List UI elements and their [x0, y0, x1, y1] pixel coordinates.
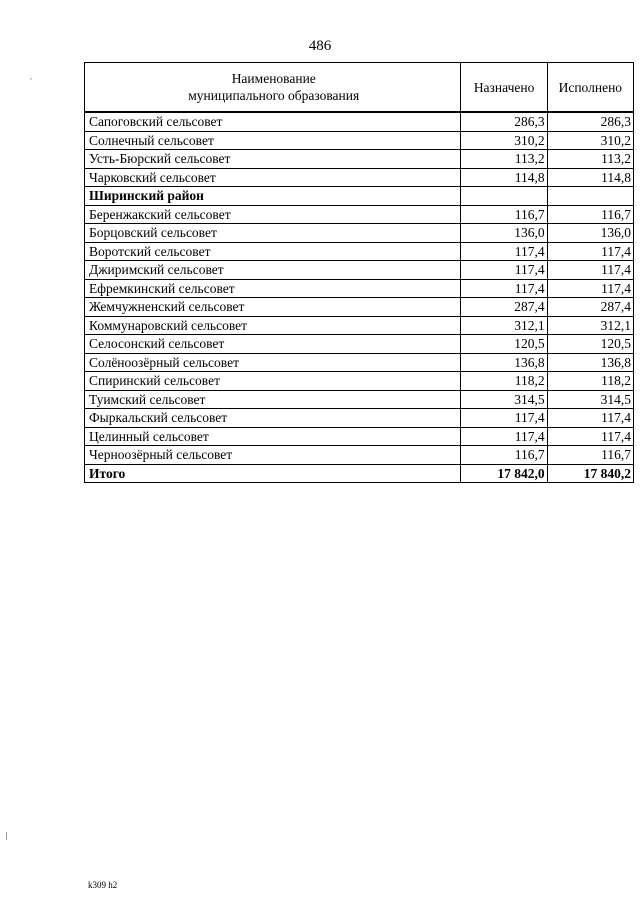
table-row: [85, 168, 634, 187]
margin-tick: [6, 832, 7, 840]
cell-executed: [547, 187, 633, 206]
cell-name: Борцовский сельсовет: [85, 224, 461, 243]
cell-assigned: 287,4: [461, 298, 547, 317]
table-row: [85, 335, 634, 354]
cell-name: Коммунаровский сельсовет: [85, 316, 461, 335]
footer-code: k309 h2: [88, 880, 118, 890]
cell-name: Ширинский район: [85, 187, 461, 206]
cell-executed: 117,4: [547, 279, 633, 298]
table-row: [85, 316, 634, 335]
cell-executed: 116,7: [547, 446, 633, 465]
header-executed: Исполнено: [547, 63, 633, 113]
cell-name: Воротский сельсовет: [85, 242, 461, 261]
table-row: [85, 409, 634, 428]
table-row: [85, 205, 634, 224]
cell-assigned: 310,2: [461, 131, 547, 150]
total-assigned: 17 842,0: [461, 464, 547, 483]
cell-name: Целинный сельсовет: [85, 427, 461, 446]
cell-assigned: 116,7: [461, 205, 547, 224]
cell-executed: 120,5: [547, 335, 633, 354]
cell-assigned: 120,5: [461, 335, 547, 354]
table-row: [85, 390, 634, 409]
header-assigned: Назначено: [461, 63, 547, 113]
header-name-line2: муниципального образования: [188, 88, 360, 103]
cell-executed: 117,4: [547, 261, 633, 280]
cell-name: Спиринский сельсовет: [85, 372, 461, 391]
cell-executed: 117,4: [547, 242, 633, 261]
cell-executed: 116,7: [547, 205, 633, 224]
cell-assigned: [461, 187, 547, 206]
table-row: [85, 427, 634, 446]
cell-assigned: 314,5: [461, 390, 547, 409]
table-row: [85, 242, 634, 261]
cell-assigned: 117,4: [461, 409, 547, 428]
cell-executed: 136,8: [547, 353, 633, 372]
table-section-row: [85, 187, 634, 206]
cell-name: Беренжакский сельсовет: [85, 205, 461, 224]
header-name-line1: Наименование: [231, 71, 316, 86]
cell-assigned: 117,4: [461, 261, 547, 280]
page-number: 486: [308, 38, 332, 54]
table-row: [85, 112, 634, 131]
cell-assigned: 136,0: [461, 224, 547, 243]
table-row: [85, 150, 634, 169]
table-row: [85, 131, 634, 150]
cell-executed: 113,2: [547, 150, 633, 169]
total-executed: 17 840,2: [547, 464, 633, 483]
cell-name: Солёноозёрный сельсовет: [85, 353, 461, 372]
cell-executed: 314,5: [547, 390, 633, 409]
cell-name: Сапоговский сельсовет: [85, 112, 461, 131]
budget-table: [84, 62, 634, 483]
cell-executed: 312,1: [547, 316, 633, 335]
cell-name: Усть-Бюрский сельсовет: [85, 150, 461, 169]
table-header-row: [85, 63, 634, 113]
table-row: [85, 298, 634, 317]
margin-mark: ,: [30, 72, 32, 81]
cell-assigned: 117,4: [461, 242, 547, 261]
table-row: [85, 372, 634, 391]
cell-name: Селосонский сельсовет: [85, 335, 461, 354]
cell-name: Жемчужненский сельсовет: [85, 298, 461, 317]
table-row: [85, 224, 634, 243]
table-row: [85, 446, 634, 465]
cell-name: Джиримский сельсовет: [85, 261, 461, 280]
cell-name: Ефремкинский сельсовет: [85, 279, 461, 298]
cell-assigned: 117,4: [461, 279, 547, 298]
table-total-row: [85, 464, 634, 483]
cell-name: Туимский сельсовет: [85, 390, 461, 409]
cell-assigned: 136,8: [461, 353, 547, 372]
cell-assigned: 116,7: [461, 446, 547, 465]
cell-executed: 310,2: [547, 131, 633, 150]
cell-assigned: 286,3: [461, 112, 547, 131]
table-body: [85, 112, 634, 464]
cell-executed: 117,4: [547, 427, 633, 446]
cell-executed: 136,0: [547, 224, 633, 243]
cell-assigned: 114,8: [461, 168, 547, 187]
header-municipality-name: [85, 63, 461, 113]
cell-name: Солнечный сельсовет: [85, 131, 461, 150]
cell-name: Чарковский сельсовет: [85, 168, 461, 187]
cell-name: Черноозёрный сельсовет: [85, 446, 461, 465]
cell-name: Фыркальский сельсовет: [85, 409, 461, 428]
cell-assigned: 113,2: [461, 150, 547, 169]
cell-executed: 287,4: [547, 298, 633, 317]
cell-assigned: 312,1: [461, 316, 547, 335]
table-row: [85, 353, 634, 372]
cell-executed: 117,4: [547, 409, 633, 428]
cell-executed: 118,2: [547, 372, 633, 391]
cell-executed: 114,8: [547, 168, 633, 187]
table-row: [85, 261, 634, 280]
cell-assigned: 117,4: [461, 427, 547, 446]
table-row: [85, 279, 634, 298]
total-label: Итого: [85, 464, 461, 483]
cell-executed: 286,3: [547, 112, 633, 131]
cell-assigned: 118,2: [461, 372, 547, 391]
